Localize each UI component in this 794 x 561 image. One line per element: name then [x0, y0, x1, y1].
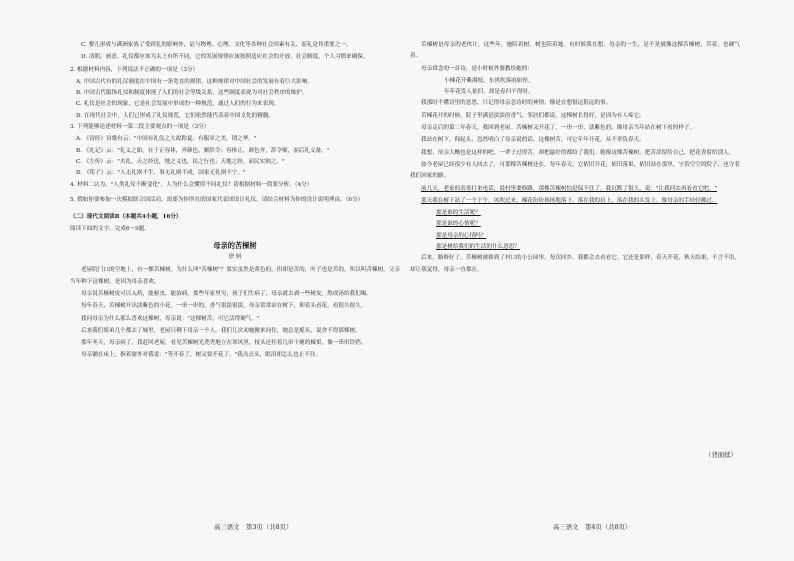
- question-2-stem: 2. 根据材料内容，下列说法不正确的一项是（3分）: [70, 66, 199, 73]
- question-3-stem: 3. 下列能够论述材料一第二段主要观点的一项是（3分）: [70, 124, 210, 131]
- question-2-option: C. 礼仪是社会的现象，它是社会发展中形成的一种规范，通过人们的行为来表现。: [76, 101, 280, 108]
- story-paragraph: 后来我们姐弟几个都去了城里，老屋只剩下母亲一个人。我们几次劝她搬来同住，她总是摇头，说舍不得那棵树。: [81, 327, 361, 334]
- story-author: 徐 轲: [228, 254, 242, 261]
- page-footer-right: 高三语文 第4页（共8页）: [553, 523, 632, 531]
- story-paragraph: 我那时不懂诗里的意思，只记得母亲念诗时的神情，像是在想很远很远的事。: [421, 100, 612, 107]
- story-paragraph: 母亲常念叨一首诗，是小时候外婆教给她的：: [421, 65, 533, 72]
- option-d-text: D. 清朝、画意、礼仪都应该为太上有所不同，它的发展规律应该按照适应社会的开放、社会制度，个人习惯来确保。: [81, 54, 369, 61]
- poem-line: 年年花发人依旧，却是春归不得时。: [444, 89, 534, 96]
- story-paragraph: 我站在树下，仰起头，忽然明白了母亲说的话。这棵树苦，可它年年开花，从不辜负春天。: [421, 137, 645, 144]
- option-c-text: C. 婴儿形成与满洲家族了受到礼的影响外，证与物理、心理、文化等各种社会因素有关，而礼是其重要之一。: [81, 42, 352, 48]
- question-2-option: B. 中国古代服饰礼仪和制度体现了人们的社会等级关系，这些制度表现为对社会秩序的维护。: [76, 90, 308, 97]
- page-footer-left: 高三语文 第3页（共8页）: [214, 523, 293, 531]
- story-paragraph: 母亲说苦楝树皮可以入药，能驱虫，能治病。那些年家里穷，孩子们生病了，母亲就去剥一些树皮，熬成汤给我们喝。: [81, 290, 372, 297]
- story-paragraph: 我想，母亲大概也是这样的吧。一辈子过得苦，却把最好的都给了我们。她像这棵苦楝树，把苦涩留给自己，把花香留给别人。: [421, 149, 735, 156]
- repeated-question-line: 那是谁的心情呢？: [436, 221, 481, 228]
- underlined-paragraph: 前几天，老家的表哥打来电话，说村里要修路，那棵苦楝树怕是保不住了。我沉默了很久，说："让我回去再看看它吧。": [421, 185, 718, 192]
- question-4: 4. 材料二认为，"人类礼仪不断变化"，人为什么会懂得不同礼仪？请根据材料一简要分析。（4分）: [70, 181, 313, 188]
- section-instruction: 阅读下面的文字，完成6～9题。: [70, 226, 150, 233]
- question-2-option: A. 中国古代有的礼仪制度在中国有一条宽直的规律，这种规律对中国社会的发展有着巨大影响。: [76, 78, 313, 85]
- question-3-option: C. 《左传》云："夫礼，天之经也，地之义也，民之行也；天地之经，而民实则之。": [76, 158, 285, 165]
- story-paragraph: 老屋院门口的空地上，有一棵苦楝树。为什么叫"苦楝树"？果实虽然是黄色的，但却是苦的，叶子也是苦的，所以叫苦楝树。父亲当年种下这棵树，是因为母亲喜欢。: [70, 267, 400, 285]
- closing-paragraph: 后来，路修好了，苦楝树被移到了村口的小公园里。每次回乡，我都会去看看它。它还是那样，春天开花，秋天结果，不言不语，却让我觉得，母亲一直都在。: [410, 255, 740, 273]
- repeated-question-line: 那是母亲的心情吗？: [436, 232, 487, 239]
- underlined-paragraph: 那天我在树下站了一个下午。风吹过来，楝花纷纷扬扬地落下，落在我的肩上，落在我的头发上，像母亲的手轻轻拂过。: [421, 197, 718, 204]
- continued-note: （背面续）: [705, 451, 737, 459]
- left-page: [70, 40, 400, 530]
- question-2-option: D. 在现代社会中，人们已形成了礼仪规范，它们依然能代表着中国文化的精髓。: [76, 112, 275, 119]
- story-paragraph: 每年春天，苦楝树开出淡紫色的小花，一串一串的，香气很淡很淡。母亲常常站在树下，仰着头看花，看很久很久。: [81, 303, 367, 310]
- story-paragraph: 我问母亲为什么那么喜欢这棵树，母亲说："这棵树苦，可它活得硬气。": [81, 315, 260, 322]
- question-3-option: D. 《荀子》云："人无礼则不生，事无礼则不成，国家无礼则不宁。": [76, 170, 246, 177]
- story-paragraph: 母亲走后的第二年春天，我回到老屋。苦楝树又开花了，一串一串，淡紫色的，像母亲当年站在树下看的样子。: [421, 125, 696, 132]
- right-page: [410, 40, 740, 530]
- question-3-option: A. 《诗经》诗歌有云："中国有礼仪之大故称夏；有服章之美，谓之华。": [76, 136, 257, 143]
- story-paragraph: 苦楝花开的时候，院子里满是淡淡的香气。邻居们都说，这棵树长得好，是因为有人疼它。: [421, 112, 645, 119]
- story-paragraph: 如今老屋已经很少有人回去了，可那棵苦楝树还在。每年春天，它依旧开花，依旧落果，依旧站在那里，守着空空的院子，也守着我们回家的路。: [410, 161, 740, 180]
- story-title: 母亲的苦楝树: [213, 240, 257, 250]
- repeated-question-line: 那是树给我们的生活的什么意思？: [436, 244, 520, 251]
- question-5: 5. 假如你要参加一次模拟联合国活动，需要为你所在的国家代表团设计礼仪，请结合材料为你的设计说明理由。（6分）: [70, 196, 364, 203]
- story-paragraph: 那年冬天，母亲病了。我赶回老屋，看见苦楝树光秃秃地立在寒风里，枝头还挂着几串干瘪的楝果，像一串串铃铛。: [81, 340, 367, 347]
- story-paragraph: 母亲躺在床上，指着窗外对我说："等开春了，树又要开花了。"我点点头，眼泪却怎么也止不住。: [81, 352, 322, 359]
- story-paragraph: 苦楝树是母亲的老伙计，这些年，她陪着树，树也陪着她。有时候我在想，母亲的一生，是不是就像这棵苦楝树，苦着，也硬气着。: [410, 42, 740, 60]
- question-3-option: B. 《礼记》云："礼义之始，在于正容体，齐颜色，顺辞令；容体正，颜色齐，辞令顺，而后礼义备。": [76, 147, 330, 154]
- repeated-question-line: 那是谁的生活呢？: [436, 210, 481, 217]
- poem-line: 小楝花开紫满枝，东风吹落雨如丝。: [444, 77, 534, 84]
- section-heading: （二）现代文阅读Ⅱ（本题共4小题，16分）: [70, 214, 182, 221]
